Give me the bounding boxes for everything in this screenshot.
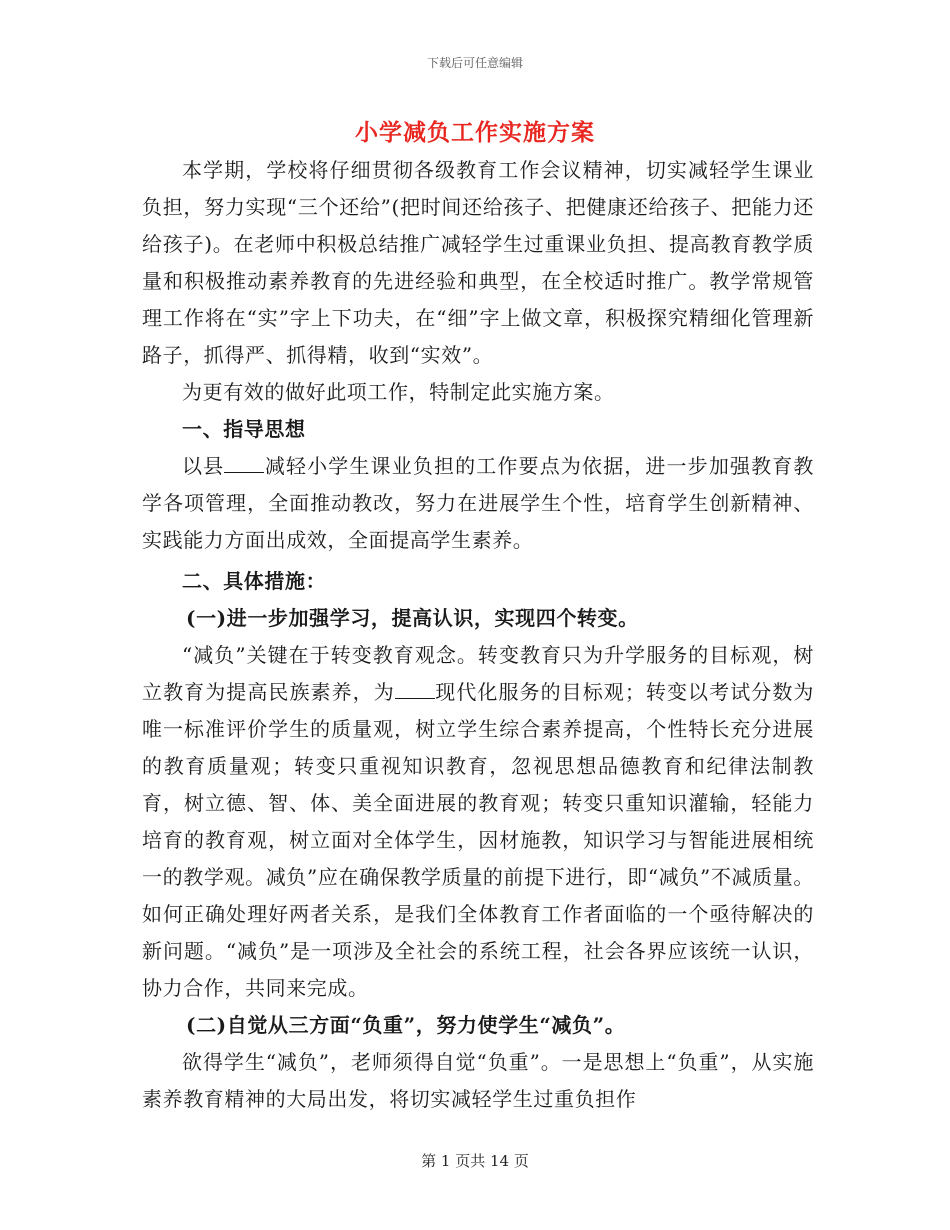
- intro-paragraph-2: 为更有效的做好此项工作，特制定此实施方案。: [182, 380, 615, 404]
- section-2-heading: 二、具体措施：: [182, 569, 327, 593]
- subsection-1-text-a: “减负”关键在于转变教育观念。转变教育只为升学服务的目标观，树立教育为提高民族素养，为: [142, 643, 814, 704]
- header-note: 下载后可任意编辑: [426, 56, 523, 70]
- subsection-1-text-b: 现代化服务的目标观；转变以考试分数为唯一标准评价学生的质量观，树立学生综合素养提高，个性特长充分进展的教育质量观；转变只重视知识教育，忽视思想品德教育和纪律法制教育，树立德、智、体、美全面进展的教育观；转变只重知识灌输，轻能力培育的教育观，树立面对全体学生，因材施教，知识学习与智能进展相统一的教学观。减负”应在确保教学质量的前提下进行，即“减负”不减质量。如何正确处理好两者关系，是我们全体教育工作者面临的一个亟待解决的新问题。“减负”是一项涉及全社会的系统工程，社会各界应该统一认识，协力合作，共同来完成。: [142, 680, 814, 1000]
- intro-paragraph-1: 本学期，学校将仔细贯彻各级教育工作会议精神，切实减轻学生课业负担，努力实现“三个还给”(把时间还给孩子、把健康还给孩子、把能力还给孩子)。在老师中积极总结推广减轻学生过重课业负担、提高教育教学质量和积极推动素养教育的先进经验和典型，在全校适时推广。教学常规管理工作将在“实”字上下功夫，在“细”字上做文章，积极探究精细化管理新路子，抓得严、抓得精，收到“实效”。: [142, 158, 814, 367]
- blank-line: [224, 456, 264, 473]
- page-footer: 第 1 页共 14 页: [421, 1152, 529, 1170]
- blank-line: [395, 682, 435, 699]
- subsection-2-heading: (二)自觉从三方面“负重”，努力使学生“减负”。: [186, 1013, 626, 1037]
- section-1-heading: 一、指导思想: [182, 417, 306, 441]
- section-1-text-a: 以县: [182, 454, 225, 478]
- subsection-2-paragraph: 欲得学生“减负”，老师须得自觉“负重”。一是思想上“负重”，从实施素养教育精神的大局出发，将切实减轻学生过重负担作: [142, 1050, 814, 1111]
- subsection-1-paragraph: [142, 637, 814, 1007]
- document-title: 小学减负工作实施方案: [355, 119, 595, 146]
- section-1-text-b: 减轻小学生课业负担的工作要点为依据，进一步加强教育教学各项管理，全面推动教改，努力在进展学生个性，培育学生创新精神、实践能力方面出成效，全面提高学生素养。: [142, 454, 814, 552]
- document-body: [142, 152, 814, 1118]
- subsection-1-heading: (一)进一步加强学习，提高认识，实现四个转变。: [186, 606, 639, 630]
- section-1-paragraph: [142, 448, 814, 559]
